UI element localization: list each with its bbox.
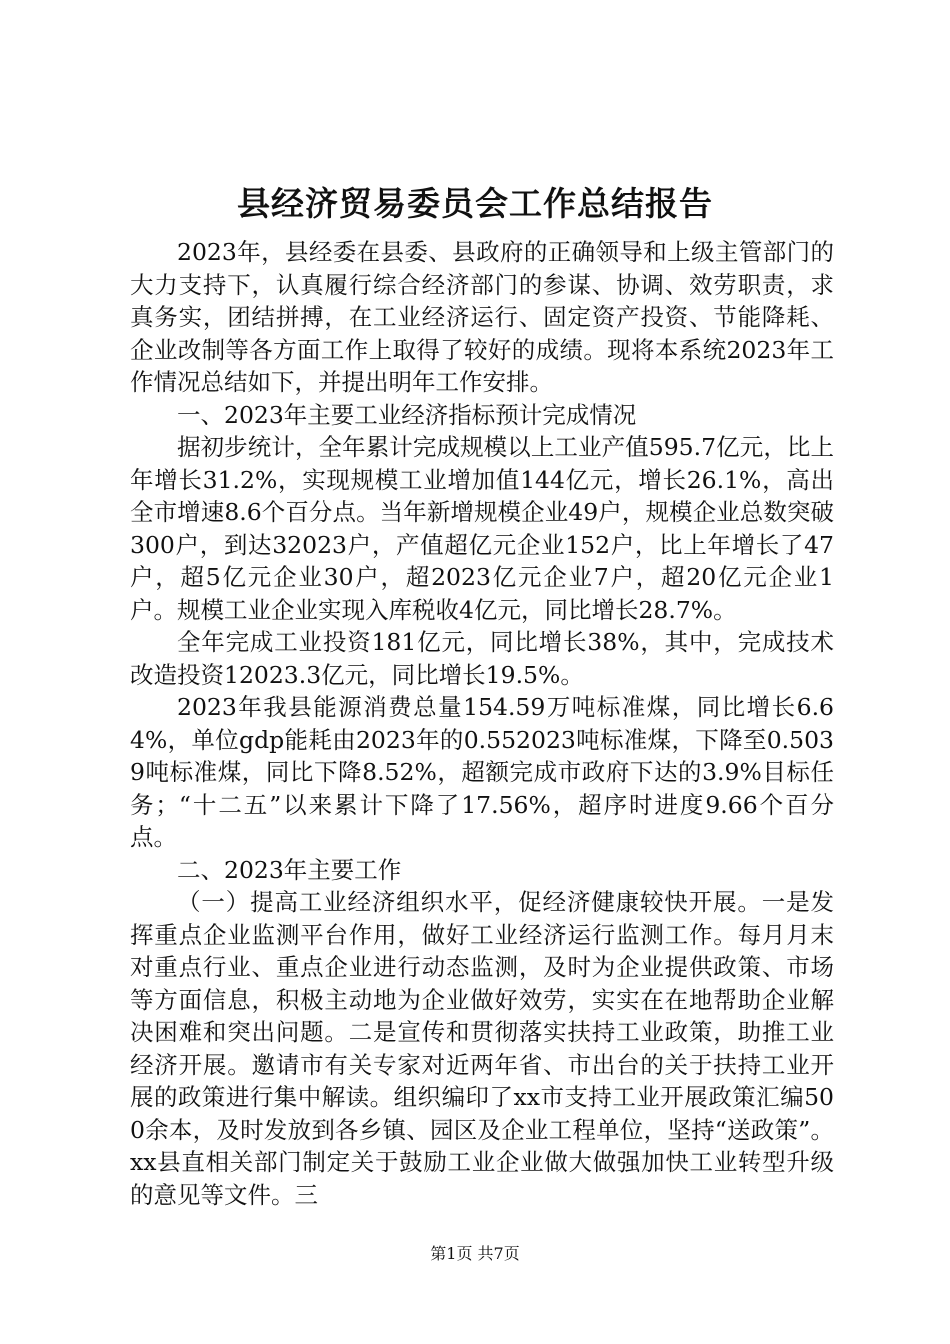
energy-paragraph: 2023年我县能源消费总量154.59万吨标准煤，同比增长6.64%，单位gdp能耗由2023年的0.552023吨标准煤，下降至0.5039吨标准煤，同比下降8.52%，超额完成市政府下达的3.9%目标任务；“十二五”以来累计下降了17.56%，超序时进度9.66个百分点。 [130,693,834,851]
section-heading-2: 二、2023年主要工作 [177,855,402,884]
document-title: 县经济贸易委员会工作总结报告 [237,184,713,223]
document-body [130,236,834,1211]
main-work-paragraph: （一）提高工业经济组织水平，促经济健康较快开展。一是发挥重点企业监测平台作用，做好工业经济运行监测工作。每月月末对重点行业、重点企业进行动态监测，及时为企业提供政策、市场等方面信息，积极主动地为企业做好效劳，实实在在地帮助企业解决困难和突出问题。二是宣传和贯彻落实扶持工业政策，助推工业经济开展。邀请市有关专家对近两年省、市出台的关于扶持工业开展的政策进行集中解读。组织编印了xx市支持工业开展政策汇编500余本，及时发放到各乡镇、园区及企业工程单位，坚持“送政策”。xx县直相关部门制定关于鼓励工业企业做大做强加快工业转型升级的意见等文件。三 [130,888,834,1209]
page-footer: 第1页 共7页 [430,1244,520,1263]
investment-paragraph: 全年完成工业投资181亿元，同比增长38%，其中，完成技术改造投资12023.3亿元，同比增长19.5%。 [130,628,834,689]
industrial-output-paragraph: 据初步统计，全年累计完成规模以上工业产值595.7亿元，比上年增长31.2%，实现规模工业增加值144亿元，增长26.1%，高出全市增速8.6个百分点。当年新增规模企业49户，规模企业总数突破300户，到达32023户，产值超亿元企业152户，比上年增长了47户，超5亿元企业30户，超2023亿元企业7户，超20亿元企业1户。规模工业企业实现入库税收4亿元，同比增长28.7%。 [130,433,834,624]
intro-paragraph: 2023年，县经委在县委、县政府的正确领导和上级主管部门的大力支持下，认真履行综合经济部门的参谋、协调、效劳职责，求真务实，团结拼搏，在工业经济运行、固定资产投资、节能降耗、企业改制等各方面工作上取得了较好的成绩。现将本系统2023年工作情况总结如下，并提出明年工作安排。 [130,238,834,396]
section-heading-1: 一、2023年主要工业经济指标预计完成情况 [177,400,637,429]
